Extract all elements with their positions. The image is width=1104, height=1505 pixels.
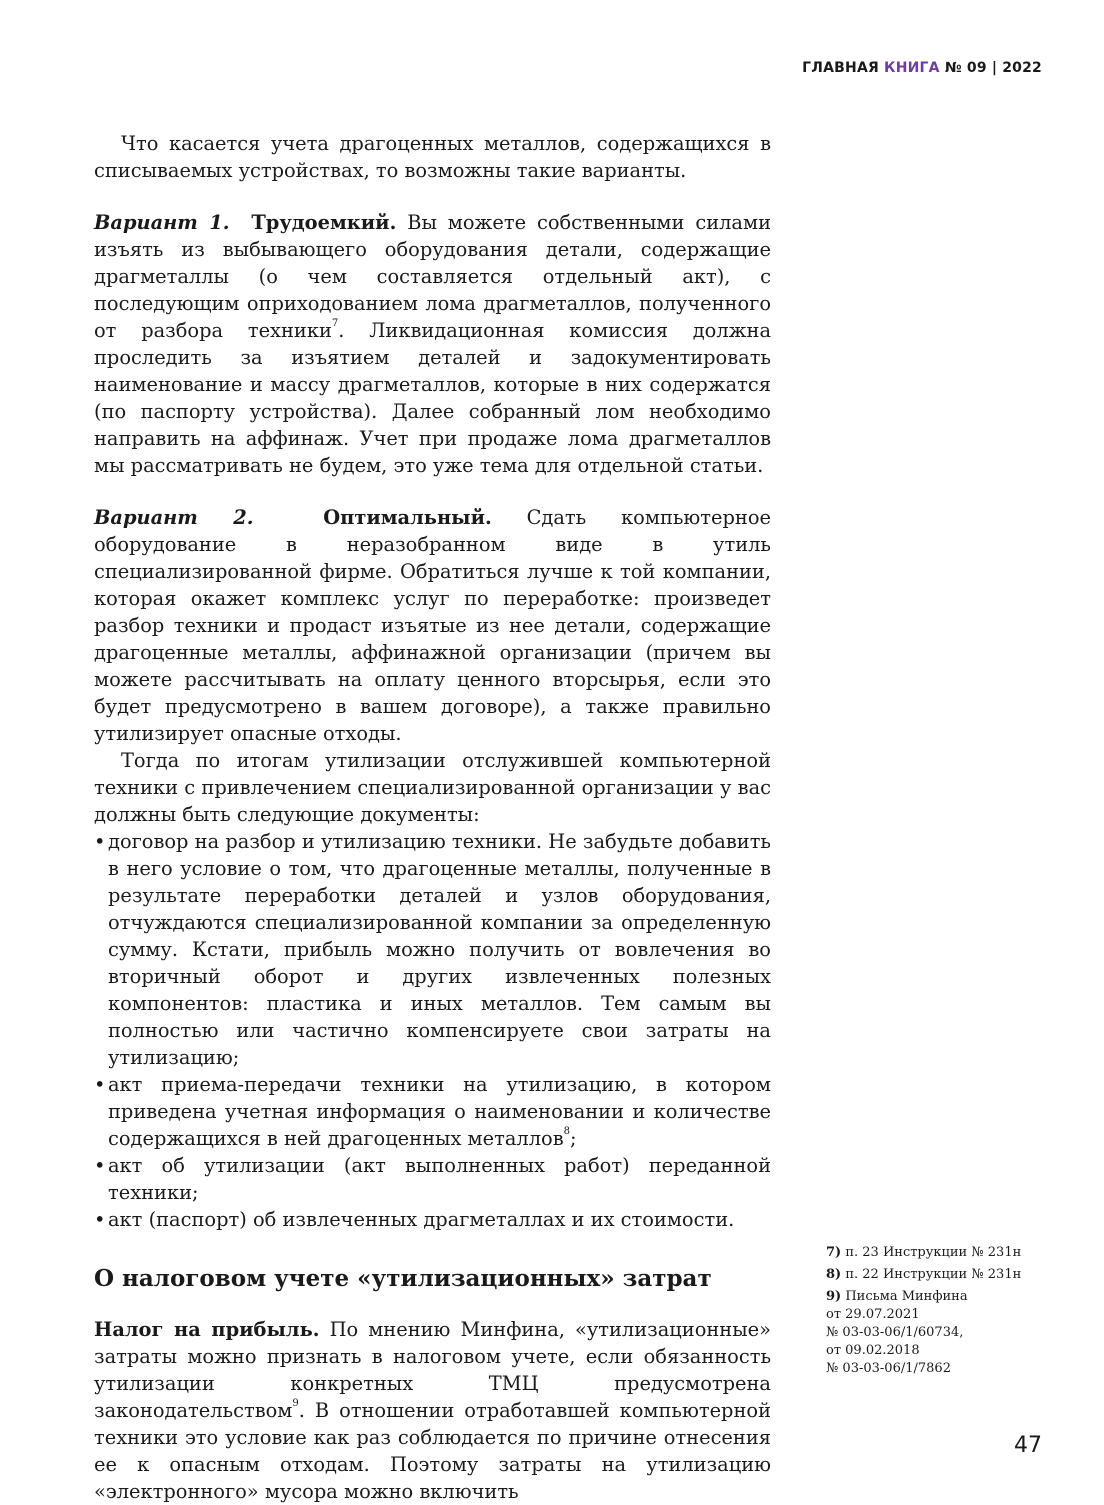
tax-text: По мнению Минфина, «утилизационные» затраты можно признать в налоговом учете, если обязанность утилизации конкретных ТМЦ предусмотрена законодательством: [94, 1318, 771, 1422]
footnote-number: 8): [826, 1267, 842, 1282]
main-column: [94, 130, 771, 1505]
variant-2-text: Сдать компьютерное оборудование в неразобранном виде в утиль специализированной фирме. Обратиться лучше к той компании, которая окажет комплекс услуг по переработке: произведет разбор техники и продаст изъятые из нее детали, содержащие драгоценные металлы, аффинажной организации (причем вы можете рассчитывать на оплату ценного вторсырья, если это будет предусмотрено в вашем договоре), а также правильно утилизирует опасные отходы.: [94, 506, 771, 745]
bullet-icon: •: [94, 1208, 106, 1231]
footnote-number: 9): [826, 1289, 842, 1304]
variant-1-title: Трудоемкий.: [251, 211, 397, 234]
bullet-icon: •: [94, 830, 106, 853]
list-item-text: акт приема-передачи техники на утилизацию, в котором приведена учетная информация о наименовании и количестве содержащихся в ней драгоценных металлов: [108, 1073, 771, 1150]
list-item: [94, 1071, 771, 1152]
footnote-7: [826, 1244, 1056, 1262]
variant-1-text: Вы можете собственными силами изъять из выбывающего оборудования детали, содержащие драгметаллы (о чем составляется отдельный акт), с последующим оприходованием лома драгметаллов, полученного от разбора техники: [94, 211, 772, 342]
footnotes: [826, 1244, 1056, 1382]
bullet-icon: •: [94, 1154, 106, 1177]
footnote-text: Письма Минфина: [845, 1289, 968, 1304]
footnote-8: [826, 1266, 1056, 1284]
list-item: [94, 828, 771, 1071]
footnote-text: от 09.02.2018: [826, 1343, 920, 1358]
list-item: [94, 1152, 771, 1206]
running-header: [802, 60, 1042, 76]
page-number: 47: [1014, 1433, 1042, 1458]
footnote-text: п. 23 Инструкции № 231н: [845, 1245, 1022, 1260]
footnote-text: № 03-03-06/1/60734,: [826, 1325, 964, 1340]
variant-1-text-cont: . Ликвидационная комиссия должна проследить за изъятием деталей и задокументировать наименование и массу драгметаллов, которые в них содержатся (по паспорту устройства). Далее собранный лом необходимо направить на аффинаж. Учет при продаже лома драгметаллов мы рассматривать не будем, это уже тема для отдельной статьи.: [94, 319, 771, 477]
section-heading: О налоговом учете «утилизационных» затрат: [94, 1265, 712, 1292]
brand-main: ГЛАВНАЯ: [802, 60, 879, 76]
list-item-text: акт об утилизации (акт выполненных работ) переданной техники;: [108, 1154, 771, 1204]
footnote-text: № 03-03-06/1/7862: [826, 1361, 951, 1376]
footnote-ref-7: 7: [331, 318, 339, 329]
list-item: [94, 1206, 771, 1233]
variant-1-label: Вариант 1.: [94, 211, 230, 234]
footnote-text: от 29.07.2021: [826, 1307, 920, 1322]
footnote-ref-8: 8: [563, 1126, 570, 1137]
tax-text-cont: . В отношении отработавшей компьютерной техники это условие как раз соблюдается по причине отнесения ее к опасным отходам. Поэтому затраты на утилизацию «электронного» мусора можно включить: [94, 1399, 771, 1503]
variant-2-label: Вариант 2.: [94, 506, 254, 529]
list-item-tail: ;: [570, 1127, 577, 1150]
tax-paragraph: [94, 1316, 771, 1505]
variant-2-paragraph: [94, 504, 771, 747]
documents-list: [94, 828, 771, 1233]
variant-2-title: Оптимальный.: [323, 506, 492, 529]
footnote-text: п. 22 Инструкции № 231н: [845, 1267, 1022, 1282]
footnote-number: 7): [826, 1245, 842, 1260]
tax-label: Налог на прибыль.: [94, 1318, 320, 1341]
list-item-text: акт (паспорт) об извлеченных драгметаллах и их стоимости.: [108, 1208, 735, 1231]
footnote-9: [826, 1288, 1056, 1378]
variant-1-paragraph: [94, 209, 771, 479]
intro-paragraph: Что касается учета драгоценных металлов, содержащихся в списываемых устройствах, то возможны такие варианты.: [94, 132, 771, 182]
list-item-text: договор на разбор и утилизацию техники. Не забудьте добавить в него условие о том, что драгоценные металлы, полученные в результате переработки деталей и узлов оборудования, отчуждаются специализированной компании за определенную сумму. Кстати, прибыль можно получить от вовлечения во вторичный оборот и других извлеченных полезных компонентов: пластика и иных металлов. Тем самым вы полностью или частично компенсируете свои затраты на утилизацию;: [108, 830, 771, 1069]
footnote-ref-9: 9: [292, 1398, 299, 1409]
bullet-icon: •: [94, 1073, 106, 1096]
issue-number: № 09 | 2022: [944, 60, 1042, 76]
brand-accent: КНИГА: [884, 60, 940, 76]
documents-intro: Тогда по итогам утилизации отслужившей компьютерной техники с привлечением специализированной организации у вас должны быть следующие документы:: [94, 749, 771, 826]
